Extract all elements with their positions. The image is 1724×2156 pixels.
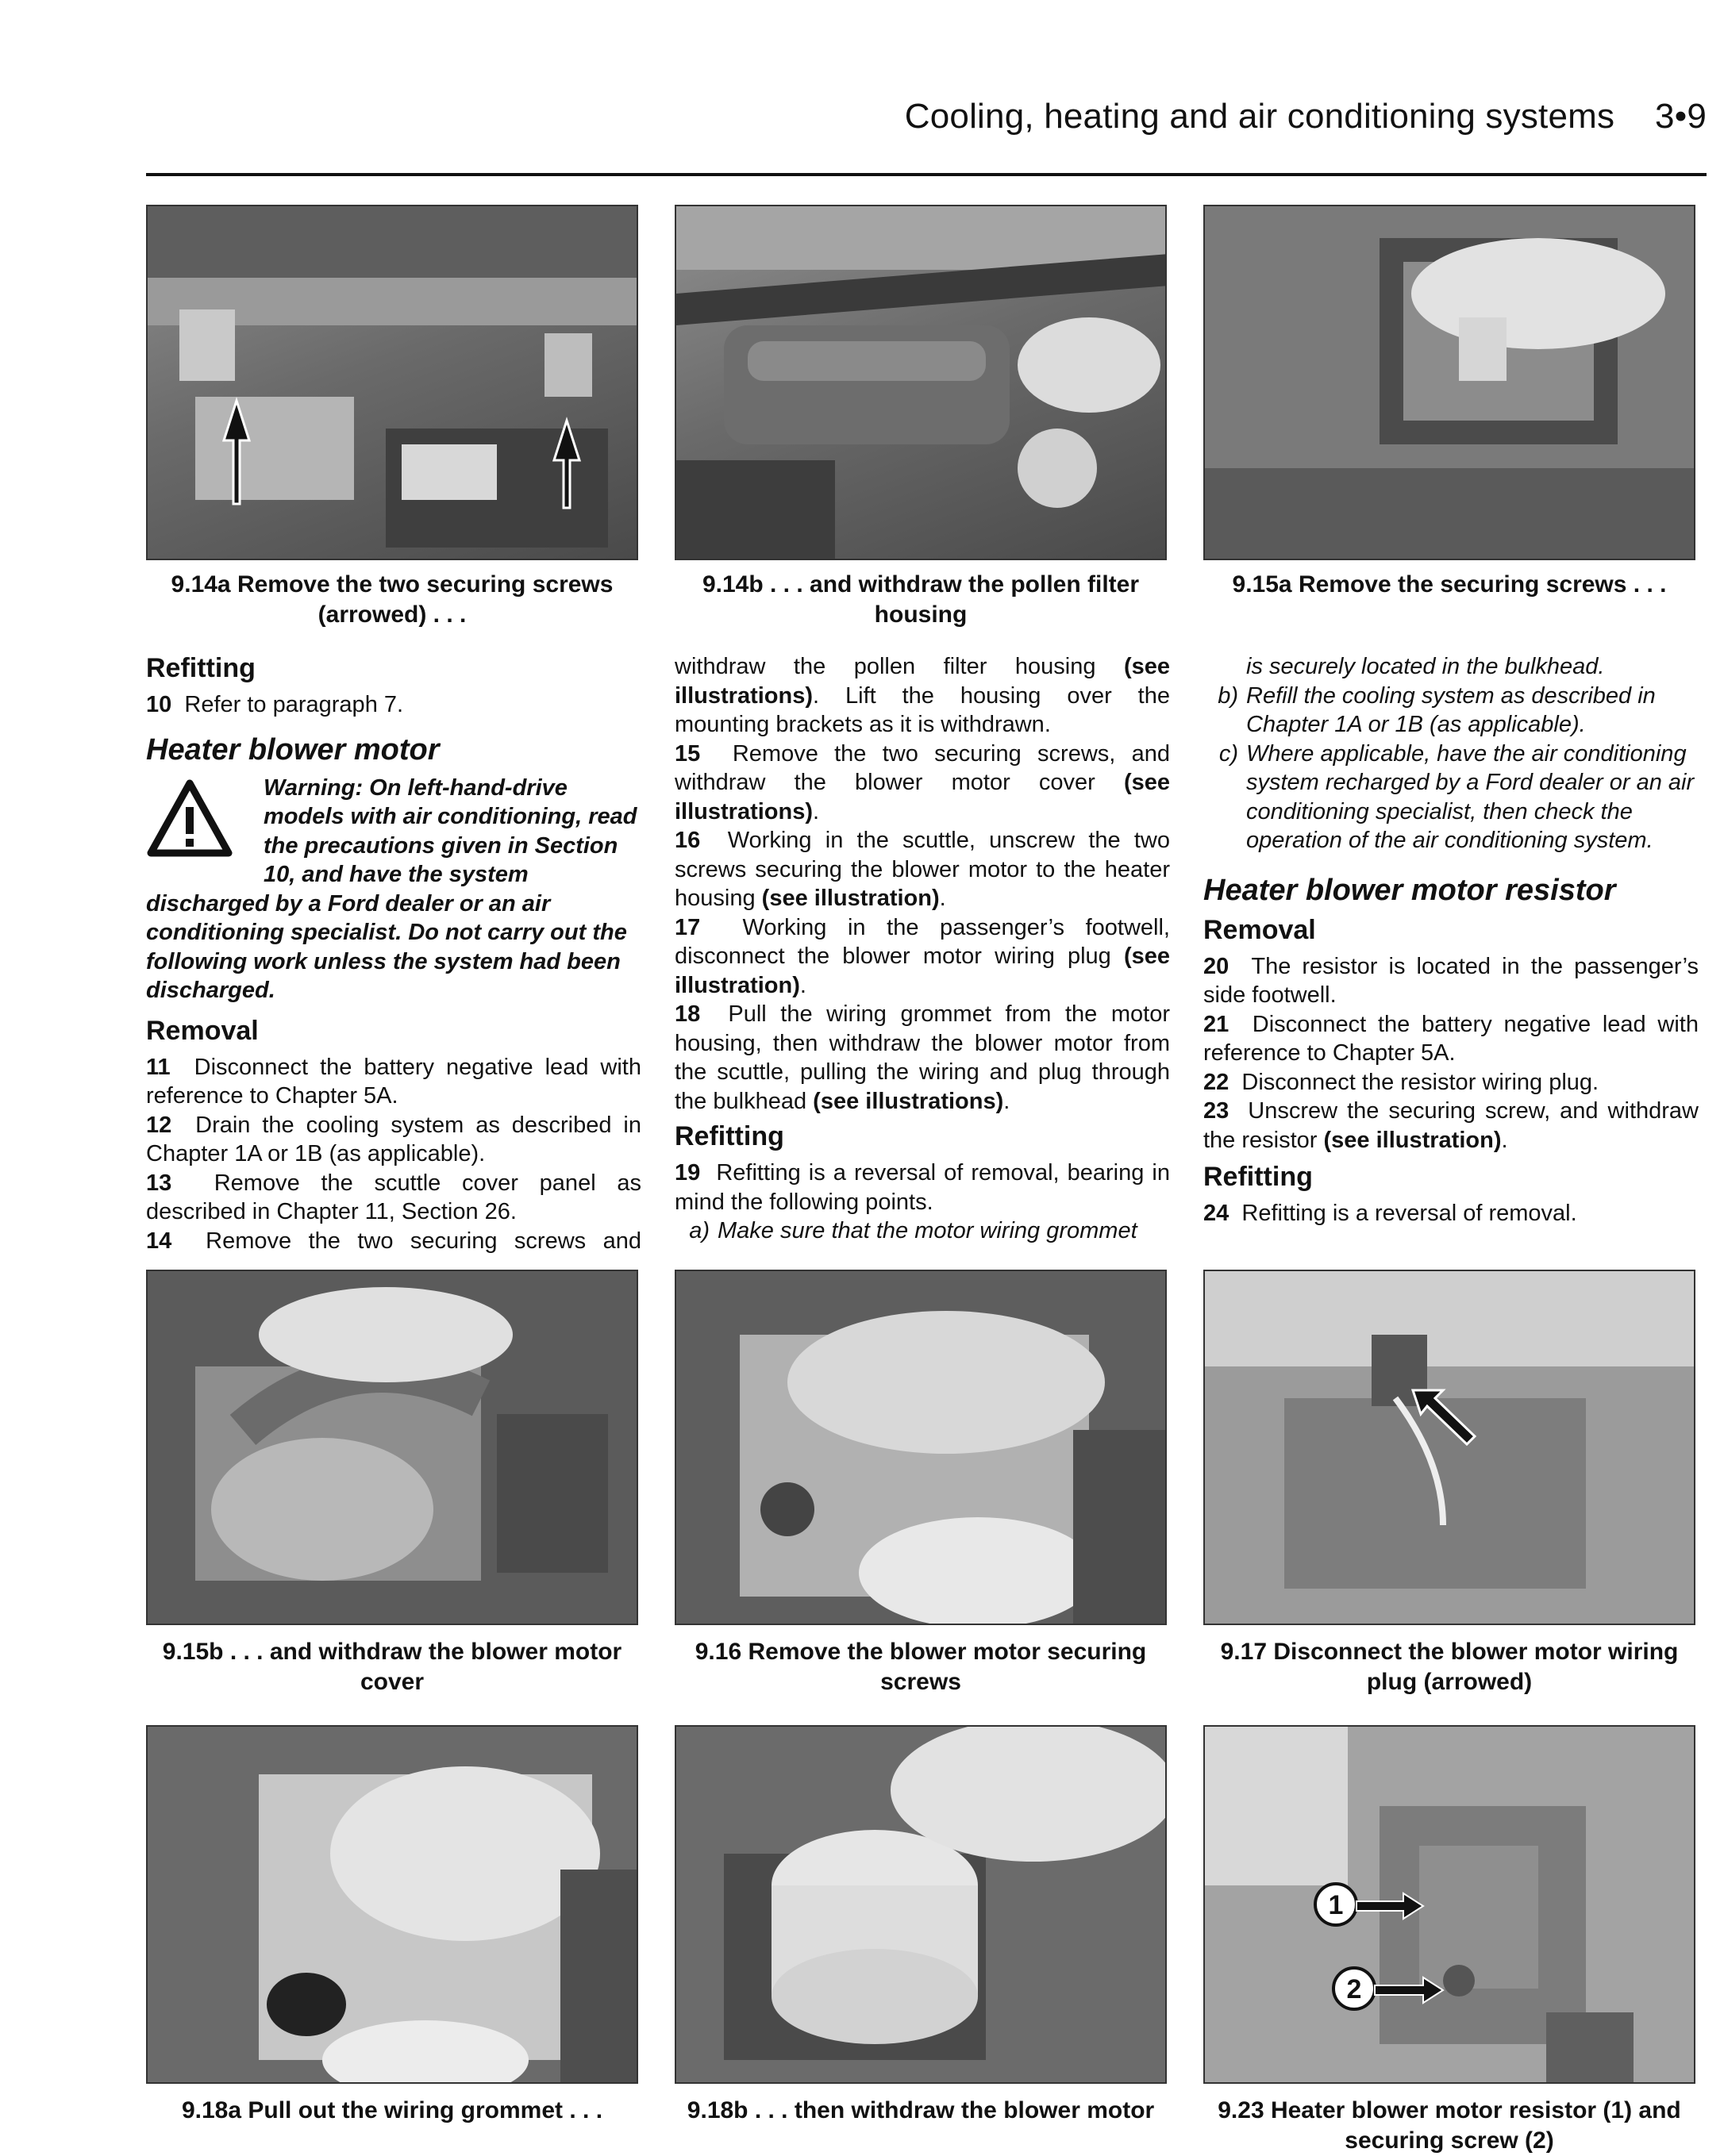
photo-9-14a [146,205,638,560]
paragraph-15: 15 Remove the two securing screws, and withdraw the blower motor cover (see illustrations). [675,740,1170,824]
list-item-b: b) Refill the cooling system as described in Chapter 1A or 1B (as applicable). [1218,682,1656,737]
caption-9-18b: 9.18b . . . then withdraw the blower motor [687,2097,1155,2123]
list-item-a-continued: is securely located in the bulkhead. [1246,654,1605,679]
caption-9-17: 9.17 Disconnect the blower motor wiring plug (arrowed) [1220,1639,1679,1695]
caption-9-15b: 9.15b . . . and withdraw the blower motor cover [162,1639,622,1695]
subheading-refitting-2: Refitting [675,1121,784,1151]
warning-icon [146,778,233,858]
paragraph-14: 14 Remove the two securing screws and [146,1228,641,1254]
caption-9-14a: 9.14a Remove the two securing screws (arrowed) . . . [171,571,614,628]
warning-text-indented: Warning: On left-hand-drive models with air conditioning, read the precautions given in Section 10, and have the system [264,774,637,887]
header-rule [146,173,1707,176]
paragraph-12: 12 Drain the cooling system as described in Chapter 1A or 1B (as applicable). [146,1112,641,1166]
paragraph-16: 16 Working in the scuttle, unscrew the two screws securing the blower motor to the heater housing (see illustration). [675,828,1170,911]
paragraph-11: 11 Disconnect the battery negative lead with reference to Chapter 5A. [146,1054,641,1109]
section-title-heater-blower-motor: Heater blower motor [146,732,440,767]
paragraph-21: 21 Disconnect the battery negative lead with reference to Chapter 5A. [1203,1011,1699,1066]
page-header [905,97,1707,136]
section-title-resistor: Heater blower motor resistor [1203,873,1616,907]
list-item-c: c) Where applicable, have the air conditioning system recharged by a Ford dealer or an air conditioning specialist, then check the operation of the air conditioning system. [1218,740,1695,853]
header-title: Cooling, heating and air conditioning systems [904,97,1615,136]
paragraph-13: 13 Remove the scuttle cover panel as described in Chapter 11, Section 26. [146,1170,641,1224]
caption-9-18a: 9.18a Pull out the wiring grommet . . . [181,2097,603,2123]
text-column-2 [675,652,1170,1246]
paragraph-14-continued: withdraw the pollen filter housing (see illustrations). Lift the housing over the mounting brackets as it is withdrawn. [675,654,1170,737]
paragraph-18: 18 Pull the wiring grommet from the motor housing, then withdraw the blower motor from the scuttle, pulling the wiring and plug through the bulkhead (see illustrations). [675,1001,1170,1114]
paragraph-24: 24 Refitting is a reversal of removal. [1203,1201,1577,1226]
warning-block [146,774,641,1005]
subheading-removal-2: Removal [1203,914,1316,945]
text-column-3 [1203,652,1699,1228]
caption-9-23: 9.23 Heater blower motor resistor (1) and securing screw (2) [1218,2097,1681,2154]
caption-9-15a: 9.15a Remove the securing screws . . . [1232,571,1667,598]
svg-text:1: 1 [1328,1890,1344,1920]
paragraph-10: 10 Refer to paragraph 7. [146,692,404,717]
text-column-1 [146,652,641,1255]
warning-text: discharged by a Ford dealer or an air conditioning specialist. Do not carry out the following work unless the system had been discharged. [146,890,627,1003]
photo-9-16 [675,1270,1167,1625]
paragraph-19: 19 Refitting is a reversal of removal, bearing in mind the following points. [675,1160,1170,1215]
paragraph-20: 20 The resistor is located in the passenger’s side footwell. [1203,953,1699,1008]
paragraph-23: 23 Unscrew the securing screw, and withdraw the resistor (see illustration). [1203,1098,1699,1153]
photo-9-14b [675,205,1167,560]
photo-9-15a [1203,205,1695,560]
paragraph-22: 22 Disconnect the resistor wiring plug. [1203,1069,1599,1095]
photo-9-23 [1203,1725,1695,2084]
paragraph-17: 17 Working in the passenger’s footwell, disconnect the blower motor wiring plug (see illustration). [675,914,1170,998]
page-number: 3•9 [1655,97,1707,136]
subheading-refitting-3: Refitting [1203,1162,1313,1192]
photo-9-18b [675,1725,1167,2084]
subheading-removal: Removal [146,1015,259,1046]
photo-9-15b [146,1270,638,1625]
subheading-refitting: Refitting [146,653,256,683]
svg-text:2: 2 [1346,1974,1362,2004]
list-item-a: a) Make sure that the motor wiring grommet [689,1218,1137,1243]
photo-9-17 [1203,1270,1695,1625]
caption-9-16: 9.16 Remove the blower motor securing screws [695,1639,1147,1695]
caption-9-14b: 9.14b . . . and withdraw the pollen filter housing [702,571,1140,628]
photo-9-18a [146,1725,638,2084]
